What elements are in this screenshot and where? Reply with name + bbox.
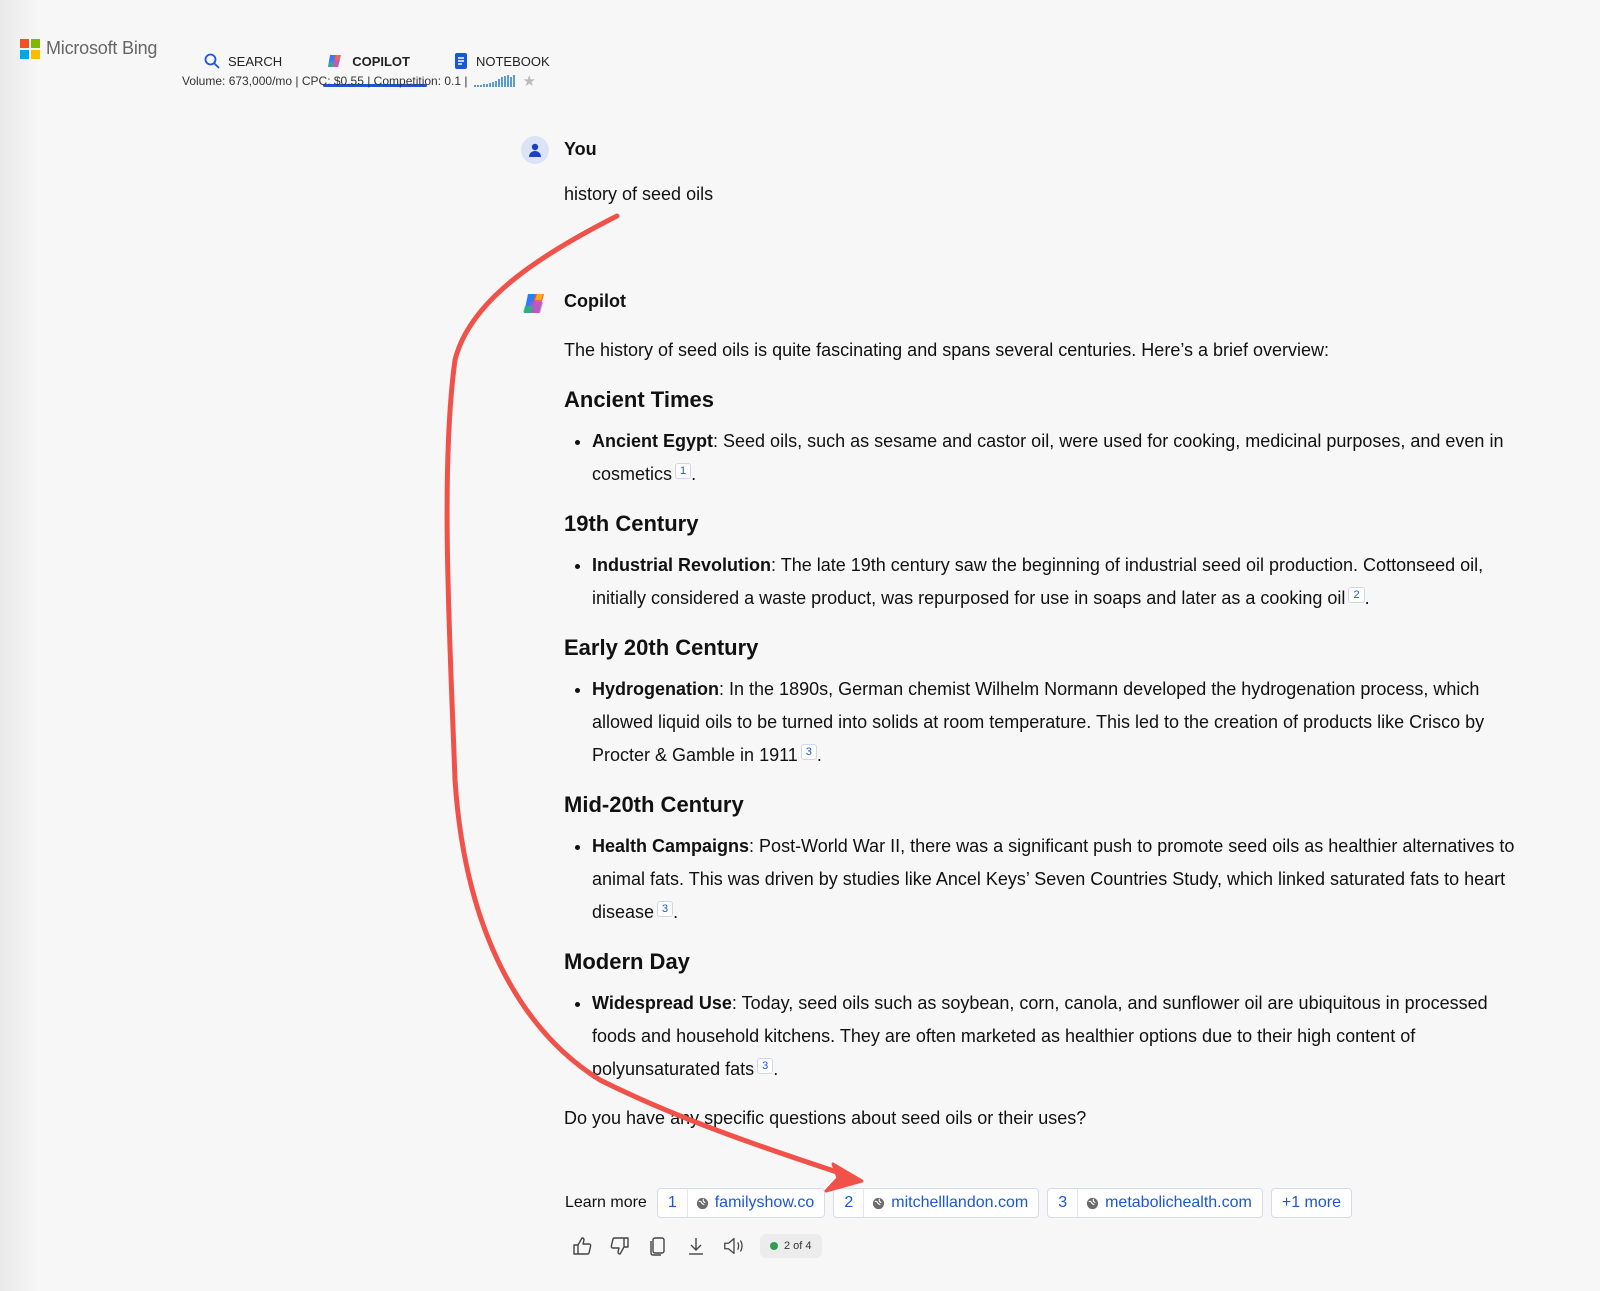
copilot-answer [564,334,1524,1135]
tab-search-label: SEARCH [228,53,283,69]
citation-badge[interactable]: 3 [657,901,673,917]
read-aloud-button[interactable] [722,1234,746,1258]
user-avatar [521,136,549,164]
item-bold-lead: Industrial Revolution [592,555,772,575]
user-sender-name: You [564,139,597,159]
user-message-text: history of seed oils [564,184,714,204]
person-icon [527,142,543,158]
citation-badge[interactable]: 2 [1348,587,1364,603]
citation-badge[interactable]: 1 [675,463,691,479]
section-heading: Modern Day [564,949,690,974]
globe-icon [1086,1197,1099,1210]
tab-notebook[interactable] [454,52,550,70]
section-heading: Early 20th Century [564,635,759,660]
thumbs-down-button[interactable] [608,1234,632,1258]
copilot-sender-name: Copilot [564,291,626,311]
learn-more-bar [565,1188,1352,1218]
tab-search[interactable] [204,53,282,69]
source-domain: metabolichealth.com [1105,1194,1252,1211]
source-link[interactable] [833,1188,1039,1218]
left-edge-shade [0,0,40,1291]
tab-copilot[interactable] [326,52,410,70]
answer-intro: The history of seed oils is quite fascinating and spans several centuries. Here’s a brief overview: [564,340,1330,360]
section-heading: Mid-20th Century [564,792,744,817]
tab-notebook-label: NOTEBOOK [475,53,550,69]
speaker-icon [722,1235,746,1257]
learn-more-label: Learn more [565,1194,647,1211]
item-period: . [673,902,679,922]
thumbs-down-icon [609,1235,631,1257]
search-icon [204,53,220,69]
source-link[interactable] [1047,1188,1263,1218]
copilot-avatar-icon [521,290,549,318]
item-bold-lead: Health Campaigns [592,836,750,856]
item-period: . [691,464,697,484]
answer-closing: Do you have any specific questions about seed oils or their uses? [564,1108,1087,1128]
item-period: . [773,1059,779,1079]
list-item [592,425,1524,491]
seo-stats-text: Volume: 673,000/mo | CPC: $0.55 | Competition: 0.1 | [182,74,468,88]
item-bold-lead: Widespread Use [592,993,732,1013]
item-period: . [1364,588,1370,608]
source-domain: mitchelllandon.com [891,1194,1029,1211]
seo-stats-bar [182,72,536,90]
item-text: : Seed oils, such as sesame and castor oil, were used for cooking, medicinal purposes, and even in cosmetics [592,431,1504,484]
list-item [592,830,1524,929]
copy-button[interactable] [646,1234,670,1258]
section-heading: Ancient Times [564,387,714,412]
top-nav [204,52,594,70]
star-icon[interactable]: ★ [522,73,536,90]
thumbs-up-button[interactable] [570,1234,594,1258]
list-item [592,673,1524,772]
item-text: : The late 19th century saw the beginning of industrial seed oil production. Cottonseed oil, initially considered a waste product, was repurposed for use in soaps and later as a cooking oil [592,555,1484,608]
item-text: : Today, seed oils such as soybean, corn, canola, and sunflower oil are ubiquitous in processed foods and household kitchens. They are often marketed as healthier options due to their high content of polyunsaturated fats [592,993,1488,1079]
item-text: : In the 1890s, German chemist Wilhelm Normann developed the hydrogenation process, which allowed liquid oils to be turned into solids at room temperature. This led to the creation of products like Crisco by Procter & Gamble in 1911 [592,679,1485,765]
bing-logo[interactable] [20,38,157,59]
tab-copilot-label: COPILOT [352,53,410,69]
section-heading: 19th Century [564,511,699,536]
thumbs-up-icon [571,1235,593,1257]
source-link[interactable] [657,1188,826,1218]
response-page-indicator[interactable] [760,1234,822,1258]
message-actions [570,1234,822,1258]
globe-icon [696,1197,709,1210]
source-number: 1 [658,1189,688,1217]
source-number: 3 [1048,1189,1078,1217]
notebook-icon [454,52,468,70]
citation-badge[interactable]: 3 [757,1058,773,1074]
trend-bars-icon [474,75,515,87]
status-dot [770,1242,778,1250]
brand-name: Microsoft Bing [46,38,158,58]
more-sources-button[interactable]: +1 more [1271,1188,1352,1218]
microsoft-logo-icon [20,39,40,59]
list-item [592,987,1524,1086]
item-period: . [816,745,822,765]
item-bold-lead: Hydrogenation [592,679,720,699]
copilot-logo-icon [326,52,344,70]
list-item [592,549,1524,615]
copy-icon [648,1235,668,1257]
item-text: : Post-World War II, there was a significant push to promote seed oils as healthier alternatives to animal fats. This was driven by studies like Ancel Keys’ Seven Countries Study, which linked saturated fats to heart disease [592,836,1515,922]
page-indicator-text: 2 of 4 [784,1240,812,1252]
source-domain: familyshow.co [714,1194,815,1211]
source-number: 2 [834,1189,864,1217]
item-bold-lead: Ancient Egypt [592,431,714,451]
download-button[interactable] [684,1234,708,1258]
citation-badge[interactable]: 3 [801,744,817,760]
download-icon [686,1235,706,1257]
globe-icon [872,1197,885,1210]
